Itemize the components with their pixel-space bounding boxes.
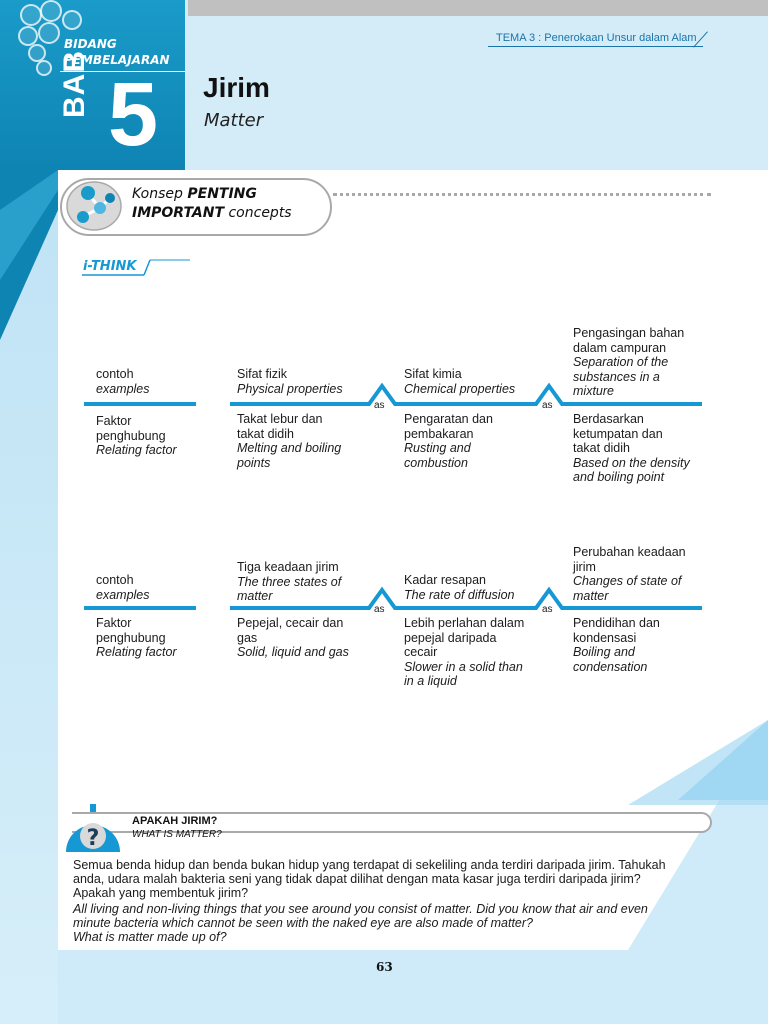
text-line: Relating factor — [96, 645, 177, 659]
text-line: The three states of — [237, 574, 342, 589]
text-line: Faktor — [96, 616, 132, 630]
text-line: ketumpatan dan — [573, 426, 663, 441]
text-line: dalam campuran — [573, 340, 667, 355]
text-line: takat didih — [573, 441, 630, 455]
konsep-word: Konsep — [132, 186, 183, 202]
text-line: cecair — [404, 645, 438, 659]
dotted-divider — [333, 193, 711, 196]
chapter-title: Jirim — [203, 72, 270, 103]
paragraph-line: minute bacteria which cannot be seen with the naked eye are also made of matter? — [73, 916, 533, 930]
left-diagonal-accent — [0, 170, 58, 340]
text-line: Physical properties — [237, 381, 343, 396]
flow2-relating-example — [96, 573, 150, 602]
flow1-as-label-2: as — [542, 400, 553, 411]
flow2-as-label-1: as — [374, 604, 385, 615]
text-line: kondensasi — [573, 630, 637, 645]
text-line: Relating factor — [96, 443, 177, 457]
text-line: substances in a — [573, 369, 660, 384]
text-line: Melting and boiling — [237, 441, 342, 455]
flow2-step2-example — [404, 616, 524, 689]
molecule-icon — [66, 180, 122, 232]
text-line: Tiga keadaan jirim — [237, 560, 339, 574]
text-line: Lebih perlahan dalam — [404, 616, 525, 630]
theme-underline — [488, 46, 703, 47]
flow1-relating-factor — [96, 414, 177, 458]
text-line: The rate of diffusion — [404, 587, 515, 602]
text-line: Kadar resapan — [404, 573, 487, 587]
paragraph-line: Semua benda hidup dan benda bukan hidup yang terdapat di sekeliling anda terdiri daripada jirim. Tahukah — [73, 858, 666, 872]
text-line: points — [237, 455, 271, 470]
flow1-step2-title — [404, 367, 515, 396]
text-line: condensation — [573, 659, 648, 674]
flow2-step2-title — [404, 573, 514, 602]
svg-text:?: ? — [86, 826, 100, 851]
flow2-step3-example — [573, 616, 660, 674]
text-line: contoh — [96, 573, 134, 587]
text-line: Changes of state of — [573, 574, 682, 588]
text-line: Solid, liquid and gas — [237, 645, 349, 659]
text-line: matter — [237, 589, 273, 603]
text-line: Faktor — [96, 414, 132, 428]
text-line: Sifat kimia — [404, 367, 462, 381]
paragraph-line: anda, udara malah bakteria seni yang tidak dapat dilihat dengan mata kasar juga terdiri daripada jirim? — [73, 872, 641, 886]
text-line: Pepejal, cecair dan — [237, 616, 344, 630]
flow2-step3-title — [573, 545, 686, 603]
question-title: APAKAH JIRIM? — [132, 815, 218, 827]
flow1-step3-title — [573, 326, 684, 399]
flow2-as-label-2: as — [542, 604, 553, 615]
page-number: 63 — [376, 960, 393, 974]
text-line: matter — [573, 588, 609, 603]
ithink-label: i-THINK — [83, 259, 137, 274]
flow1-step3-example — [573, 412, 690, 485]
text-line: pepejal daripada — [404, 630, 497, 645]
text-line: pembakaran — [404, 426, 474, 441]
text-line: jirim — [573, 559, 596, 574]
text-line: Chemical properties — [404, 381, 516, 396]
text-line: Berdasarkan — [573, 412, 644, 426]
field-label-line1: BIDANG — [64, 37, 117, 51]
paragraph-line: What is matter made up of? — [73, 930, 227, 944]
text-line: contoh — [96, 367, 134, 381]
text-line: Sifat fizik — [237, 367, 288, 381]
theme-label: TEMA 3 : Penerokaan Unsur dalam Alam — [496, 32, 697, 44]
text-line: Pengaratan dan — [404, 412, 493, 426]
flow1-relating-example — [96, 367, 150, 396]
text-line: takat didih — [237, 426, 294, 441]
text-line: Pendidihan dan — [573, 616, 660, 630]
flow1-step1-example — [237, 412, 341, 470]
text-line: penghubung — [96, 428, 166, 443]
flow1-step1-title — [237, 367, 343, 396]
flow2-relating-factor — [96, 616, 177, 660]
text-line: Slower in a solid than — [404, 659, 523, 674]
chapter-subtitle: Matter — [204, 110, 264, 131]
text-line: Takat lebur dan — [237, 412, 323, 426]
field-label-line2: PEMBELAJARAN — [64, 53, 170, 67]
concepts-word: concepts — [228, 205, 292, 221]
flow1-step2-example — [404, 412, 493, 470]
penting-word: PENTING — [187, 186, 257, 202]
text-line: mixture — [573, 384, 614, 398]
paragraph-line: Apakah yang membentuk jirim? — [73, 886, 249, 900]
concept-title-english — [132, 205, 292, 221]
bab-label: BAB — [58, 50, 91, 118]
text-line: Rusting and — [404, 441, 471, 455]
important-word: IMPORTANT — [132, 205, 225, 221]
chapter-number: 5 — [108, 65, 159, 165]
text-line: and boiling point — [573, 470, 665, 484]
top-grey-bar — [188, 0, 768, 16]
text-line: gas — [237, 630, 258, 645]
text-line: Pengasingan bahan — [573, 326, 685, 340]
flow2-step1-title — [237, 560, 341, 604]
text-line: Perubahan keadaan — [573, 545, 686, 559]
text-line: examples — [96, 381, 150, 396]
text-line: in a liquid — [404, 674, 457, 688]
text-line: Based on the density — [573, 455, 690, 470]
flow1-as-label-1: as — [374, 400, 385, 411]
flow2-step1-example — [237, 616, 349, 660]
question-mark-icon — [62, 804, 124, 852]
text-line: examples — [96, 587, 150, 602]
question-subtitle: WHAT IS MATTER? — [132, 829, 222, 840]
paragraph-line: All living and non-living things that you see around you consist of matter. Did you know that air and even — [73, 902, 648, 916]
text-line: Separation of the — [573, 355, 669, 369]
concept-title-malay — [132, 186, 257, 202]
text-line: penghubung — [96, 630, 166, 645]
text-line: Boiling and — [573, 645, 635, 659]
text-line: combustion — [404, 455, 468, 470]
